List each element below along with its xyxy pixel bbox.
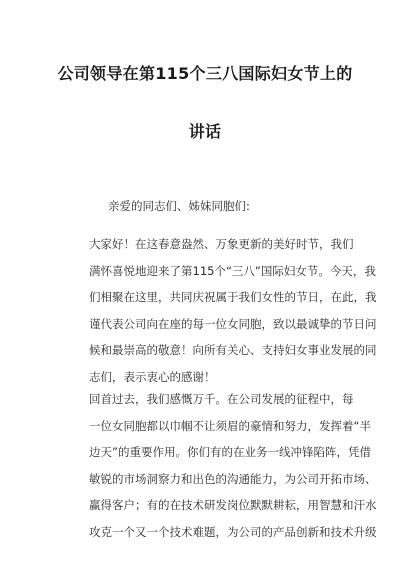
paragraph-1-line: 谨代表公司向在座的每一位女同胞，致以最诚挚的节日问: [89, 316, 377, 331]
document-title-line-2: 讲话: [188, 122, 222, 141]
paragraph-2-line: 攻克一个又一个技术难题，为公司的产品创新和技术升级: [89, 524, 377, 539]
paragraph-1: [89, 231, 377, 390]
paragraph-1-line: 候和最崇高的敬意！向所有关心、支持妇女事业发展的同: [89, 343, 377, 357]
paragraph-2-line: 敏锐的市场洞察力和出色的沟通能力，为公司开拓市场、: [89, 471, 377, 486]
paragraph-2-line: 一位女同胞都以巾帼不让须眉的豪情和努力，发挥着“半: [89, 418, 371, 433]
paragraph-2-line: 边天”的重要作用。你们有的在业务一线冲锋陷阵，凭借: [89, 445, 371, 459]
paragraph-1-line: 志们，表示衷心的感谢！: [89, 369, 216, 384]
paragraph-1-line: 满怀喜悦地迎来了第115个“三八”国际妇女节。今天，我: [89, 263, 376, 278]
paragraph-2-line: 赢得客户；有的在技术研发岗位默默耕耘，用智慧和汗水: [89, 498, 377, 512]
paragraph-2-line: 回首过去，我们感慨万千。在公司发展的征程中，每: [89, 392, 354, 406]
paragraph-2: [89, 386, 377, 545]
salutation: 亲爱的同志们、姊妹同胞们:: [108, 199, 250, 213]
paragraph-1-line: 们相聚在这里，共同庆祝属于我们女性的节日，在此，我: [89, 290, 377, 304]
paragraph-1-line: 大家好！在这春意盎然、万象更新的美好时节，我们: [89, 237, 354, 251]
document-title-line-1: 公司领导在第115个三八国际妇女节上的: [57, 64, 353, 83]
